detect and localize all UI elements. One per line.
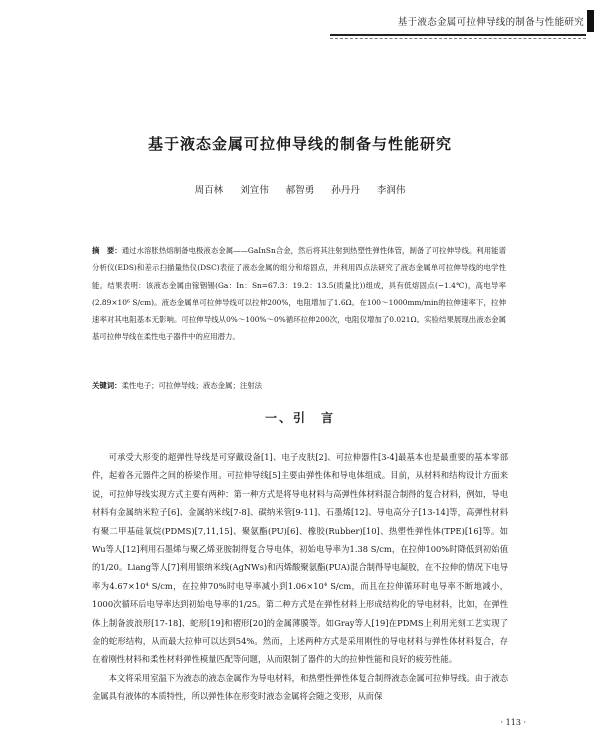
paper-title: 基于液态金属可拉伸导线的制备与性能研究 bbox=[147, 135, 452, 153]
abstract-text: 通过水溶胀热熔制备电极液态金属——GaInSn合金，然后将其注射到热塑性弹性体管，制备了可拉伸导线。利用能谱分析仪(EDS)和差示扫描量热仪(DSC)表征了液态金属的组分和熔固点，并利用四点法研究了液态金属单可拉伸导线的电学性能。结果表明：该液态金属由镓铟锡(Ga：In：Sn=67.3：19.2：13.5(质量比))组成，具有低熔固点(−1.4℃)，高电导率(2.89×10⁶ S/cm)。液态金属单可拉伸导线可以拉伸200%，电阻增加了1.6Ω。在100～1000mm/min的拉伸速率下，拉伸速率对其电阻基本无影响。可拉伸导线从0%～100%～0%循环拉伸200次，电阻仅增加了0.021Ω。实验结果展现出液态金属基可拉伸导线在柔性电子器件中的应用潜力。 bbox=[92, 246, 506, 342]
author-list bbox=[0, 182, 600, 196]
body-paragraph: 可承受大形变的超弹性导线是可穿戴设备[1]、电子皮肤[2]、可拉伸器件[3-4]最基本也是最重要的基本零部件，起着各元器件之间的桥梁作用。可拉伸导线[5]主要由弹性体和导电体组成。目前，从材料和结构设计方面来说，可拉伸导线实现方式主要有两种：第一种方式是将导电材料与高弹性体材料混合制得的复合材料，例如，导电材料有金属纳米粒子[6]、金属纳米线[7-8]、碳纳米管[9-11]、石墨烯[12]、导电高分子[13-14]等，高弹性材料有聚二甲基硅氧烷(PDMS)[7,11,15]、聚氨酯(PU)[6]、橡胶(Rubber)[10]、热塑性弹性体(TPE)[16]等。如Wu等人[12]利用石墨烯与聚乙烯亚胺制得复合导电体，初始电导率为1.38 S/cm，在拉伸100%时降低到初始值的1/20。Liang等人[7]利用银纳米线(AgNWs)和丙烯酸聚氨酯(PUA)混合制得导电凝胶，在不拉伸的情况下电导率为4.67×10⁴ S/cm，在拉伸70%时电导率减小到1.06×10⁴ S/cm，而且在拉伸循环时电导率不断地减小，1000次循环后电导率达到初始电导率的1/25。第二种方式是在弹性材料上形成结构化的导电材料，比如，在弹性体上制备波浪形[17-18]、蛇形[19]和褶形[20]的金属薄膜等。如Gray等人[19]在PDMS上利用光刻工艺实现了金的蛇形结构，从而最大拉伸可以达到54%。然而，上述两种方式是采用刚性的导电材料与弹性体材料复合，存在着刚性材料和柔性材料弹性模量匹配等问题，从而限制了器件的大的拉伸性能和良好的疲劳性能。 bbox=[92, 452, 508, 665]
keywords bbox=[92, 380, 506, 391]
section-title-introduction: 一、引 言 bbox=[264, 411, 335, 425]
author: 李润伟 bbox=[376, 185, 406, 196]
keywords-label: 关键词： bbox=[92, 381, 122, 390]
header-rule-dashed bbox=[330, 38, 586, 39]
page-number: · 113 · bbox=[500, 718, 526, 727]
body-paragraph: 本文将采用室温下为液态的液态金属作为导电材料，和热塑性弹性体复合制得液态金属可拉伸导线。由于液态金属具有液体的本质特性，所以弹性体在形变时液态金属将会随之变形，从而保 bbox=[92, 672, 508, 702]
keywords-text: 柔性电子；可拉伸导线；液态金属；注射法 bbox=[121, 381, 263, 390]
header-edge-mark bbox=[587, 10, 594, 32]
author: 刘宣伟 bbox=[240, 185, 269, 196]
author: 孙丹丹 bbox=[331, 185, 360, 196]
header-rule bbox=[330, 34, 586, 36]
running-header: 基于液态金属可拉伸导线的制备与性能研究 bbox=[397, 17, 584, 28]
body-text bbox=[92, 448, 508, 706]
author: 郝智勇 bbox=[285, 185, 315, 196]
abstract-label: 摘 要： bbox=[92, 246, 122, 255]
author: 周百林 bbox=[194, 185, 224, 196]
abstract bbox=[92, 242, 506, 346]
